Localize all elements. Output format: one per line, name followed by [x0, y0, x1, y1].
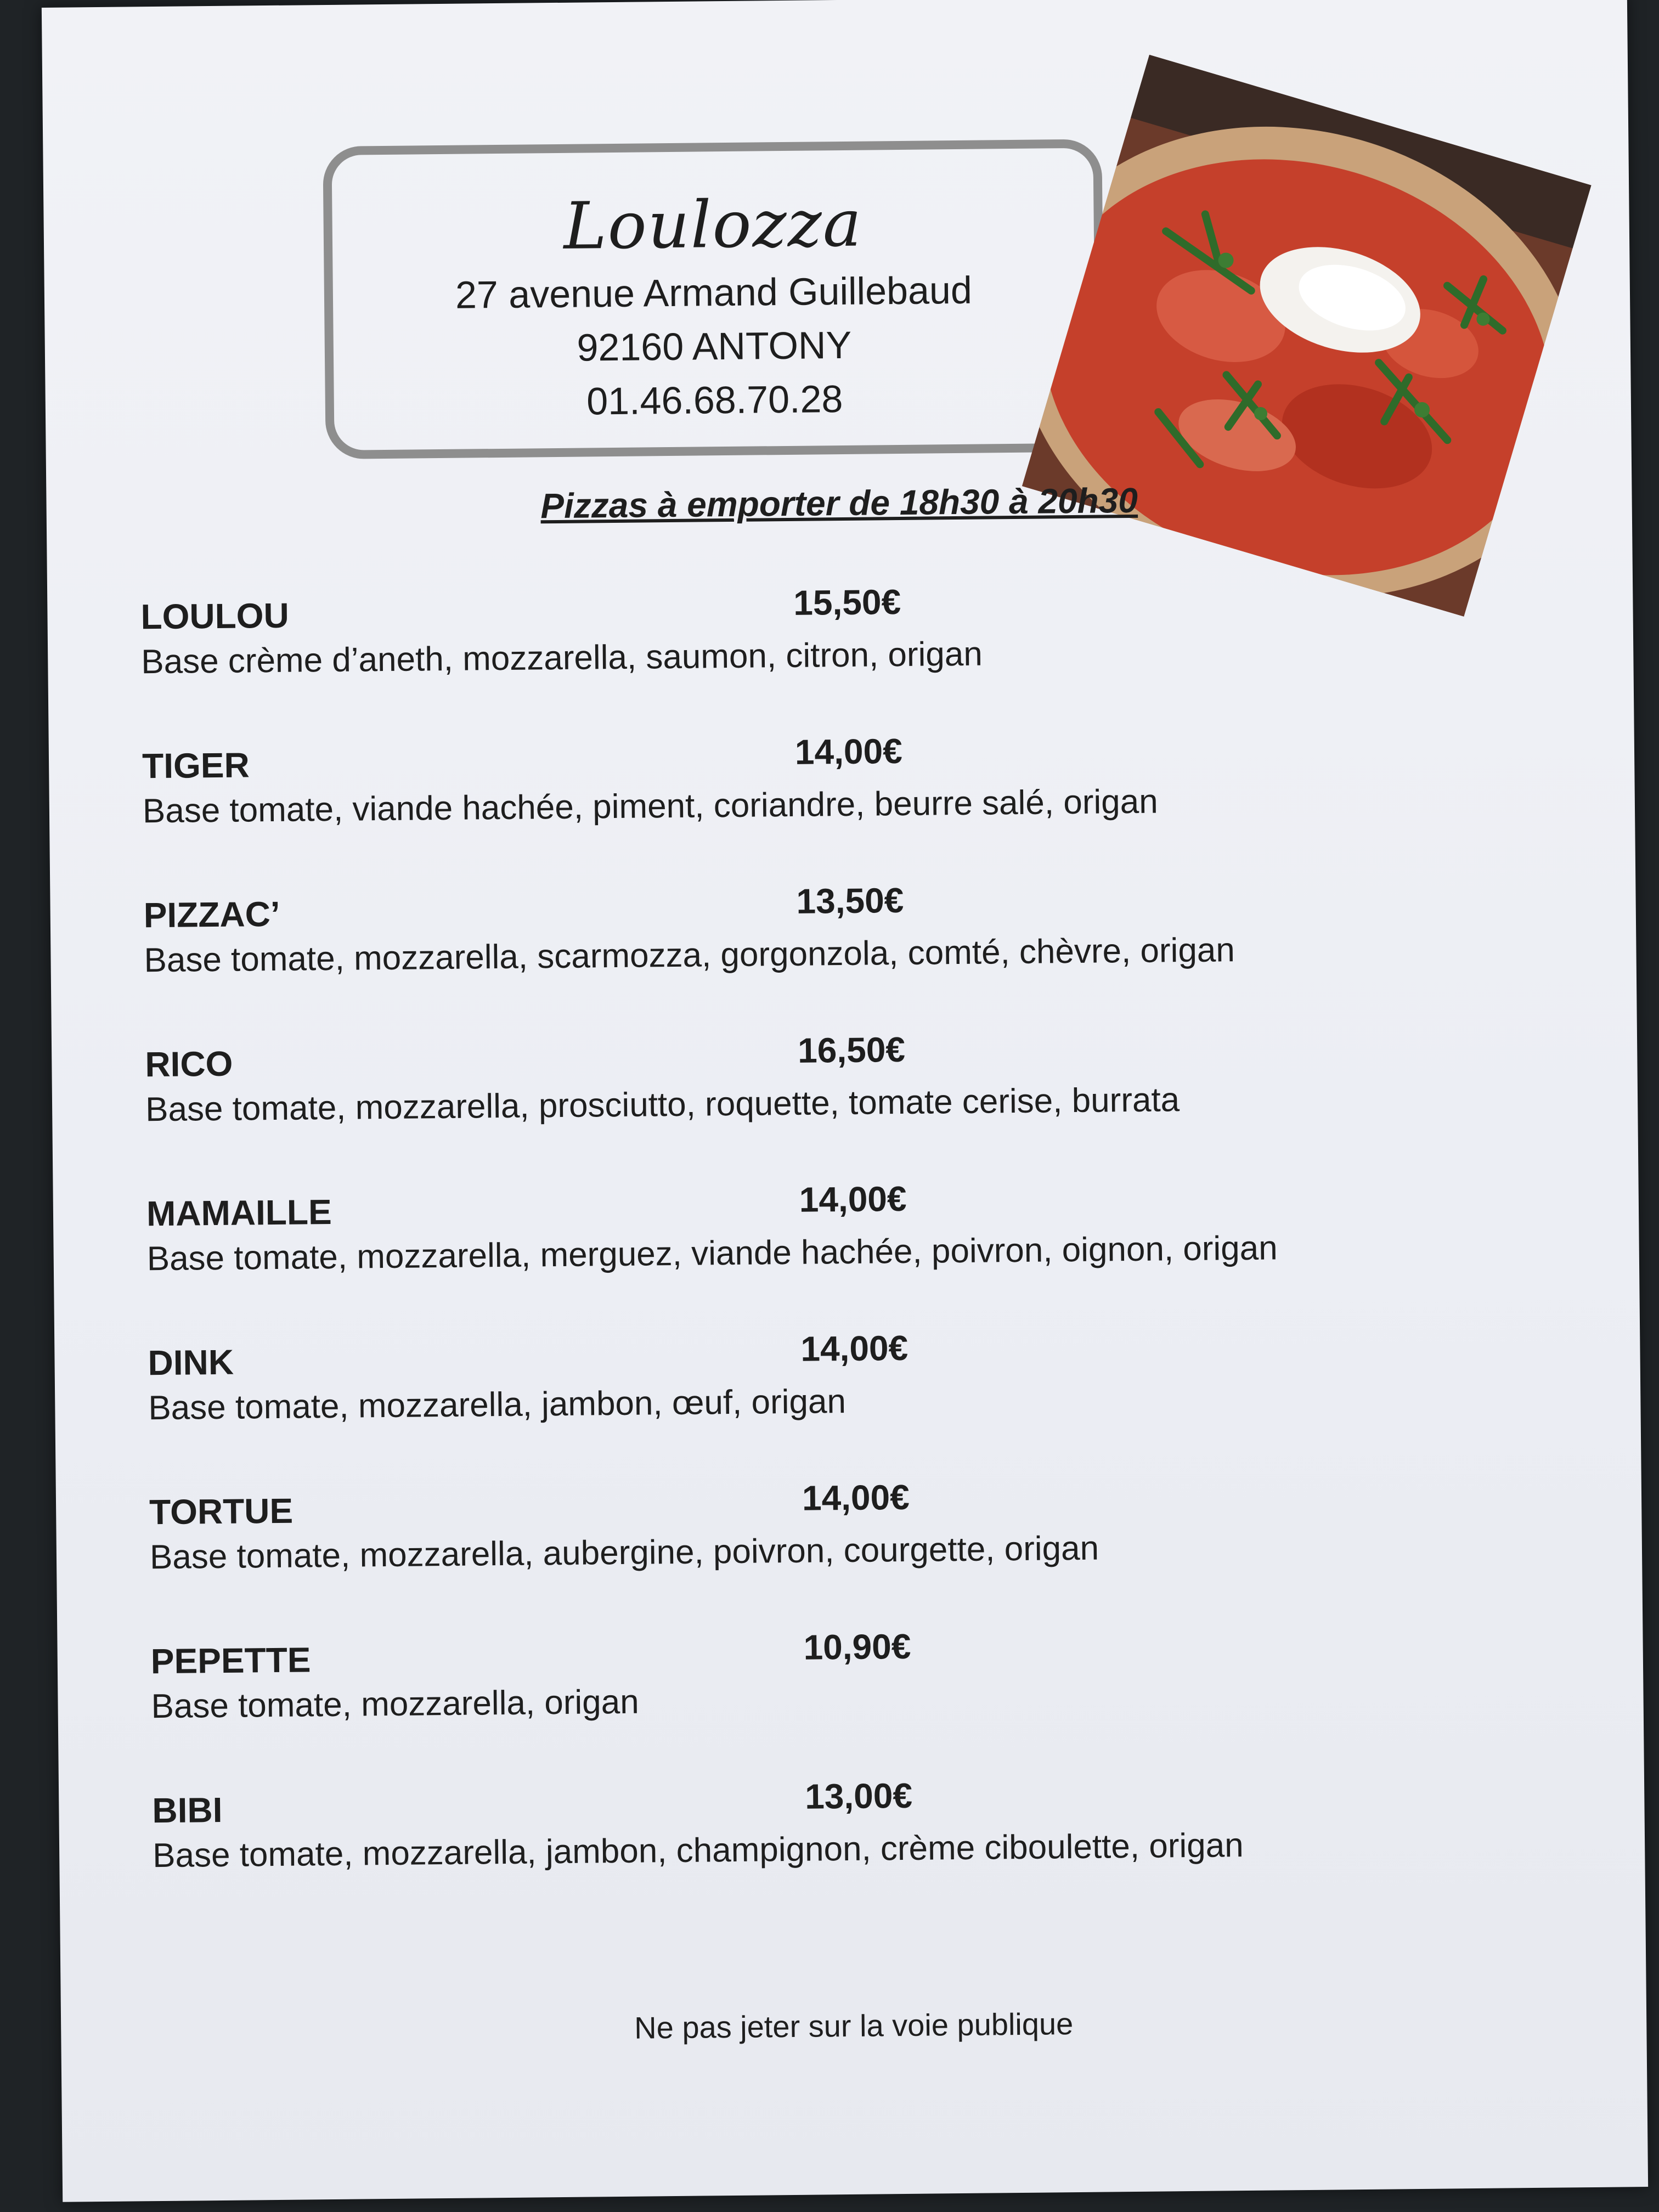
- pizza-price: 14,00€: [802, 1477, 910, 1518]
- menu-item: [140, 583, 1513, 746]
- pizza-name: BIBI: [152, 1790, 223, 1831]
- pizza-description: Base tomate, mozzarella, jambon, œuf, origan: [148, 1383, 847, 1427]
- pizza-price: 14,00€: [799, 1178, 907, 1220]
- address-street: 27 avenue Armand Guillebaud: [455, 268, 973, 317]
- pizza-name: LOULOU: [140, 595, 290, 637]
- menu-item: [149, 1479, 1522, 1641]
- pizza-takeaway-title: Pizzas à emporter de 18h30 à 20h30: [540, 480, 1138, 526]
- pizza-name: DINK: [148, 1342, 234, 1383]
- footer-notice: Ne pas jeter sur la voie publique: [634, 2006, 1074, 2045]
- pizza-name: RICO: [145, 1043, 233, 1085]
- menu-item: [142, 732, 1515, 895]
- pizza-description: Base tomate, viande hachée, piment, coriandre, beurre salé, origan: [142, 782, 1158, 831]
- menu-item: [143, 882, 1516, 1044]
- pizza-price: 13,50€: [796, 880, 904, 921]
- menu-item: [146, 1180, 1519, 1342]
- phone-number: 01.46.68.70.28: [586, 377, 843, 423]
- pizza-description: Base tomate, mozzarella, jambon, champignon, crème ciboulette, origan: [152, 1826, 1244, 1875]
- menu-item: [145, 1031, 1517, 1193]
- pizza-photo: [1022, 55, 1592, 617]
- restaurant-logo: Loulozza: [563, 185, 863, 264]
- address-city: 92160 ANTONY: [577, 323, 852, 369]
- pizza-description: Base tomate, mozzarella, scarmozza, gorgonzola, comté, chèvre, origan: [144, 931, 1235, 980]
- pizza-name: TORTUE: [149, 1491, 294, 1532]
- pizza-description: Base crème d’aneth, mozzarella, saumon, citron, origan: [140, 635, 983, 681]
- pizza-description: Base tomate, mozzarella, aubergine, poivron, courgette, origan: [149, 1529, 1099, 1577]
- pizza-name: MAMAILLE: [146, 1192, 332, 1234]
- pizza-price: 14,00€: [800, 1328, 909, 1369]
- pizza-description: Base tomate, mozzarella, merguez, viande hachée, poivron, oignon, origan: [146, 1229, 1278, 1278]
- menu-item: [152, 1777, 1525, 1939]
- pizza-description: Base tomate, mozzarella, prosciutto, roquette, tomate cerise, burrata: [145, 1081, 1180, 1129]
- pizza-name: TIGER: [142, 745, 250, 786]
- pizza-menu-list: [140, 583, 1525, 1939]
- pizza-price: 10,90€: [803, 1626, 911, 1667]
- menu-flyer: [42, 0, 1648, 2202]
- pizza-name: PEPETTE: [150, 1640, 311, 1681]
- pizza-price: 14,00€: [794, 731, 903, 772]
- pizza-price: 16,50€: [797, 1029, 906, 1070]
- restaurant-info-box: [323, 139, 1104, 459]
- pizza-price: 13,00€: [804, 1775, 913, 1816]
- pizza-image: [1022, 55, 1592, 617]
- pizza-price: 15,50€: [793, 582, 901, 623]
- pizza-description: Base tomate, mozzarella, origan: [151, 1683, 640, 1726]
- pizza-name: PIZZAC’: [143, 894, 280, 935]
- menu-item: [148, 1329, 1520, 1492]
- menu-item: [150, 1628, 1523, 1790]
